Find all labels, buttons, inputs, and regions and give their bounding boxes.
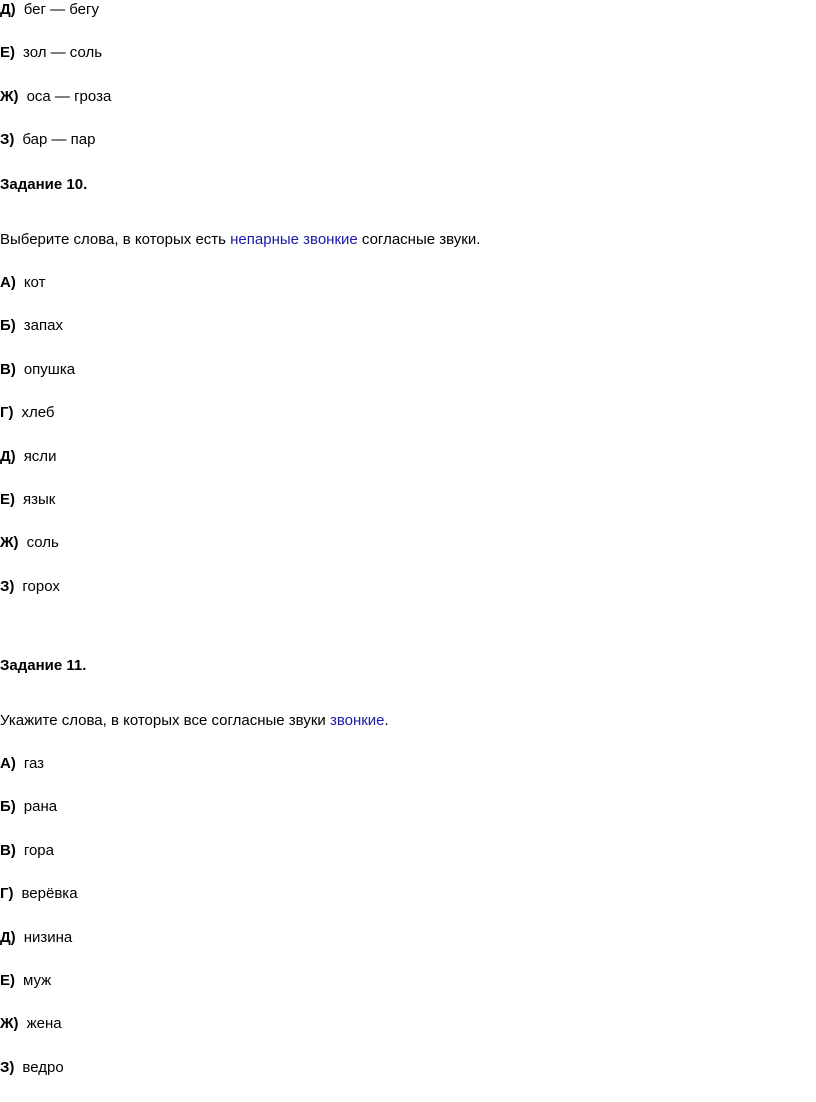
option-letter: Г) xyxy=(0,404,14,421)
option-row xyxy=(0,928,72,948)
option-row xyxy=(0,87,111,107)
option-word: хлеб xyxy=(21,404,55,421)
option-row xyxy=(0,490,55,510)
option-letter: Ж) xyxy=(0,1015,19,1032)
option-letter: В) xyxy=(0,842,16,859)
option-word: низина xyxy=(23,929,73,946)
task-11-title: Задание 11. xyxy=(0,657,87,674)
instruction-highlight: звонкие xyxy=(329,712,385,729)
option-word: ведро xyxy=(22,1059,64,1076)
option-letter: Г) xyxy=(0,885,14,902)
option-row xyxy=(0,0,99,20)
option-letter: З) xyxy=(0,578,15,595)
option-row xyxy=(0,316,63,336)
option-row xyxy=(0,797,57,817)
option-letter: Е) xyxy=(0,972,15,989)
option-word: газ xyxy=(23,755,45,772)
option-letter: З) xyxy=(0,1059,15,1076)
instruction-text: . xyxy=(384,712,389,729)
option-letter: Д) xyxy=(0,1,16,18)
option-row xyxy=(0,403,55,423)
option-word: кот xyxy=(23,274,46,291)
option-letter: Б) xyxy=(0,798,16,815)
option-word: муж xyxy=(23,972,52,989)
option-row xyxy=(0,1058,64,1078)
option-word: гора xyxy=(23,842,54,859)
task-10-title: Задание 10. xyxy=(0,176,88,193)
instruction-text: согласные звуки. xyxy=(357,231,481,248)
option-row xyxy=(0,754,44,774)
instruction-highlight: непарные звонкие xyxy=(230,231,358,248)
option-letter: В) xyxy=(0,361,16,378)
option-word: рана xyxy=(23,798,58,815)
option-word: бег — бегу xyxy=(23,1,99,18)
option-row xyxy=(0,360,75,380)
option-letter: Е) xyxy=(0,44,15,61)
instruction-text: Выберите слова, в которых есть xyxy=(0,231,231,248)
option-word: верёвка xyxy=(21,885,78,902)
option-word: жена xyxy=(26,1015,62,1032)
option-letter: Ж) xyxy=(0,534,19,551)
option-word: соль xyxy=(26,534,59,551)
option-row xyxy=(0,1014,62,1034)
option-row xyxy=(0,971,51,991)
option-row xyxy=(0,841,54,861)
task-11-instruction xyxy=(0,711,389,731)
option-letter: Б) xyxy=(0,317,16,334)
option-row xyxy=(0,577,60,597)
option-letter: З) xyxy=(0,131,15,148)
option-letter: Д) xyxy=(0,929,16,946)
option-word: бар — пар xyxy=(22,131,96,148)
option-row xyxy=(0,273,45,293)
option-row xyxy=(0,130,95,150)
option-row xyxy=(0,43,102,63)
task-10-instruction xyxy=(0,230,480,250)
option-word: ясли xyxy=(23,448,57,465)
option-letter: А) xyxy=(0,274,16,291)
option-word: язык xyxy=(23,491,56,508)
option-word: горох xyxy=(22,578,60,595)
option-letter: Д) xyxy=(0,448,16,465)
option-word: оса — гроза xyxy=(26,88,112,105)
option-word: запах xyxy=(23,317,63,334)
option-word: зол — соль xyxy=(23,44,103,61)
option-letter: Ж) xyxy=(0,88,19,105)
option-row xyxy=(0,533,59,553)
option-word: опушка xyxy=(23,361,76,378)
option-row xyxy=(0,447,56,467)
option-letter: А) xyxy=(0,755,16,772)
instruction-text: Укажите слова, в которых все согласные звуки xyxy=(0,712,330,729)
option-letter: Е) xyxy=(0,491,15,508)
option-row xyxy=(0,884,78,904)
